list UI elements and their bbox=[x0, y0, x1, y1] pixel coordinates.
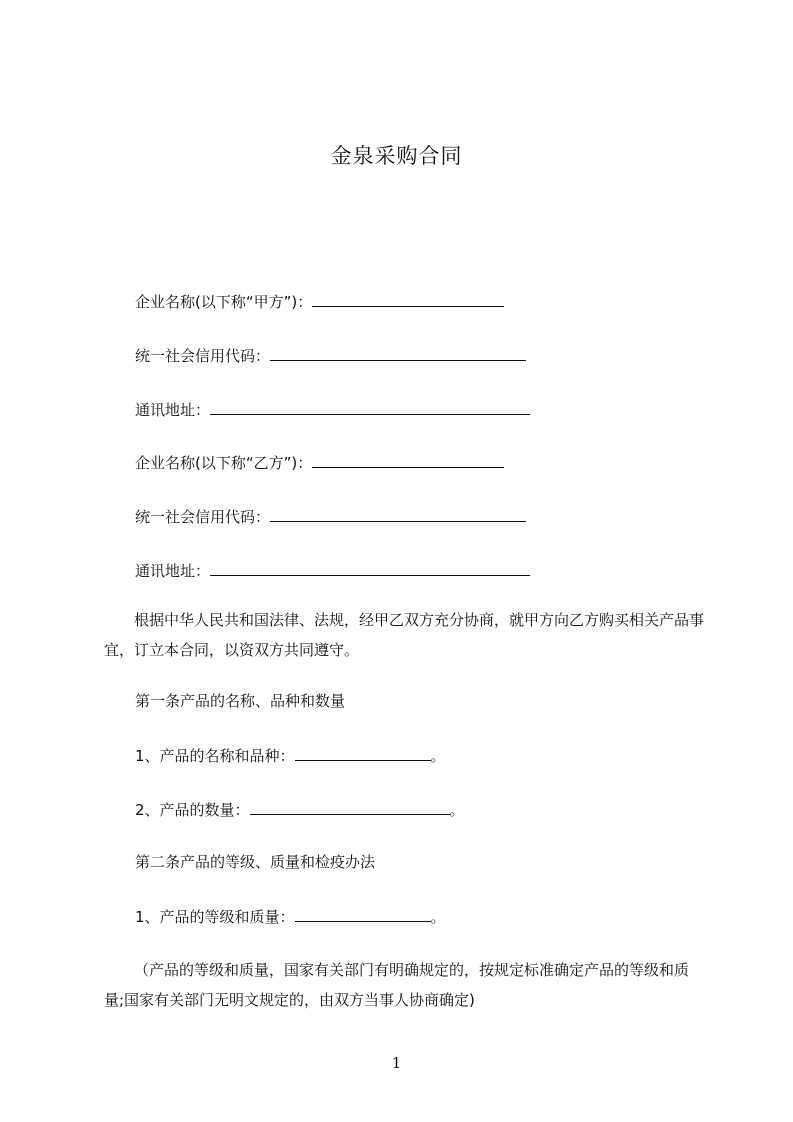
party-b-name-label: 企业名称(以下称“乙方”)： bbox=[135, 454, 313, 472]
party-a-code-label: 统一社会信用代码： bbox=[135, 347, 271, 365]
party-b-code-row bbox=[135, 505, 526, 528]
party-b-code-blank[interactable] bbox=[270, 505, 526, 522]
article-1-item-2-label: 2、产品的数量： bbox=[135, 801, 250, 819]
article-1-item-2-suffix: 。 bbox=[449, 801, 465, 819]
article-1-item-2-blank[interactable] bbox=[250, 798, 450, 815]
party-b-code-label: 统一社会信用代码： bbox=[135, 508, 271, 526]
party-b-address-blank[interactable] bbox=[210, 559, 530, 576]
article-1-item-2-row bbox=[135, 798, 465, 821]
article-2-heading: 第二条产品的等级、质量和检疫办法 bbox=[135, 853, 376, 871]
party-b-name-blank[interactable] bbox=[312, 451, 504, 468]
page-number: 1 bbox=[391, 1054, 402, 1072]
article-2-note-paragraph bbox=[104, 955, 704, 1015]
preamble-paragraph bbox=[104, 605, 704, 665]
article-2-item-1-label: 1、产品的等级和质量： bbox=[135, 908, 295, 926]
party-a-name-row bbox=[135, 290, 504, 313]
party-a-address-row bbox=[135, 398, 530, 421]
party-b-address-label: 通讯地址： bbox=[135, 562, 211, 580]
document-title: 金泉采购合同 bbox=[330, 144, 463, 168]
article-2-item-1-blank[interactable] bbox=[295, 905, 431, 922]
article-1-item-1-label: 1、产品的名称和品种： bbox=[135, 747, 295, 765]
party-b-address-row bbox=[135, 559, 530, 582]
article-2-item-1-row bbox=[135, 905, 446, 928]
party-a-address-label: 通讯地址： bbox=[135, 401, 211, 419]
party-a-name-blank[interactable] bbox=[312, 290, 504, 307]
party-a-code-blank[interactable] bbox=[270, 344, 526, 361]
party-b-name-row bbox=[135, 451, 504, 474]
party-a-code-row bbox=[135, 344, 526, 367]
party-a-address-blank[interactable] bbox=[210, 398, 530, 415]
preamble-text: 根据中华人民共和国法律、法规，经甲乙双方充分协商，就甲方向乙方购买相关产品事宜，订立本合同，以资双方共同遵守。 bbox=[104, 611, 705, 659]
article-1-heading: 第一条产品的名称、品种和数量 bbox=[135, 692, 346, 710]
article-2-note-text: （产品的等级和质量，国家有关部门有明确规定的，按规定标准确定产品的等级和质量;国家有关部门无明文规定的，由双方当事人协商确定) bbox=[104, 961, 690, 1009]
party-a-name-label: 企业名称(以下称“甲方”)： bbox=[135, 293, 313, 311]
article-2-item-1-suffix: 。 bbox=[430, 908, 446, 926]
article-1-item-1-row bbox=[135, 744, 446, 767]
article-1-item-1-suffix: 。 bbox=[430, 747, 446, 765]
article-1-item-1-blank[interactable] bbox=[295, 744, 431, 761]
